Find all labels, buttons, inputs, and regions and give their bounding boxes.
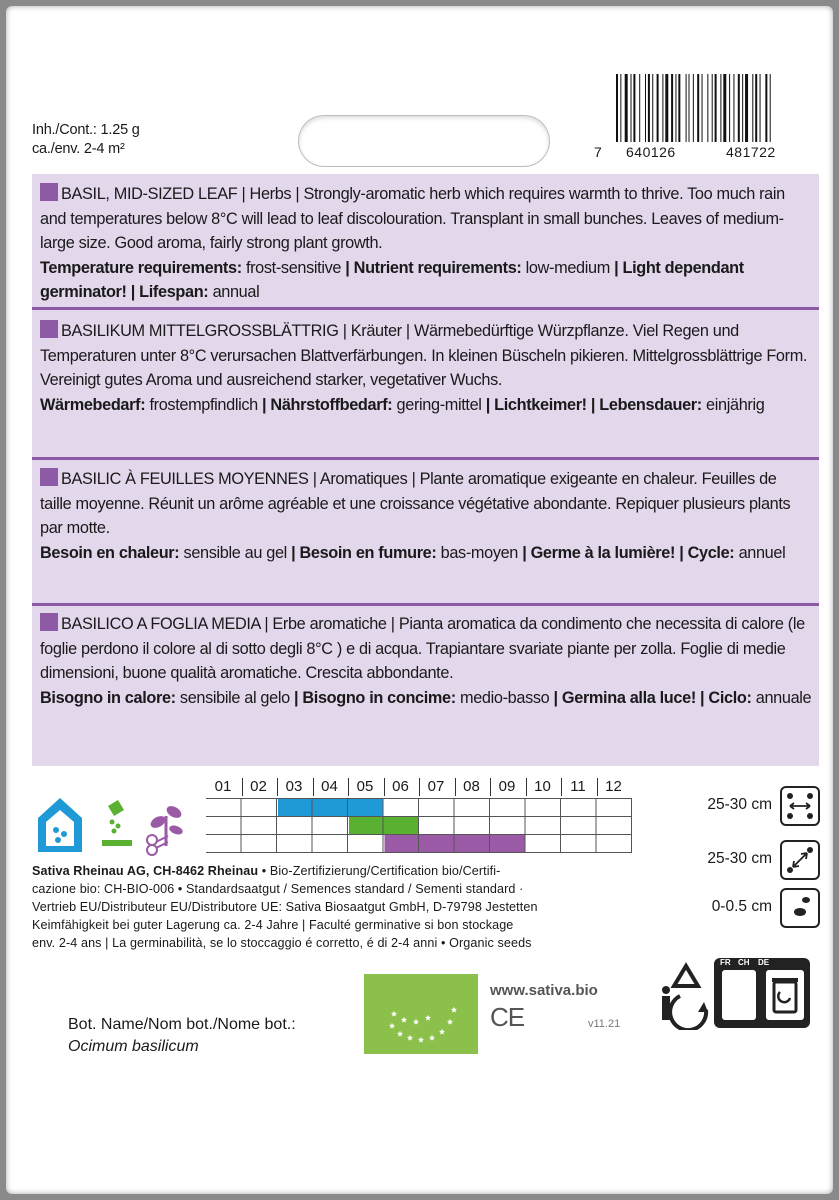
section-body: | Aromatiques | Plante aromatique exigeante en chaleur. Feuilles de taille moyenne. Réunit un arôme agréable et une croissance végétative abondante. Repiquer plusieurs plants par motte. [40,470,791,537]
nutrient-value: gering-mittel [392,395,486,414]
section-german [40,319,812,417]
eu-star [429,1035,435,1041]
section-marker [40,468,58,486]
recycle-label-fr: FR [720,958,731,967]
hang-hole [298,115,550,167]
calendar-bar-harvest [385,835,526,852]
nutrient-value: medio-basso [455,688,554,707]
calendar-month-09: 09 [498,778,516,795]
section-italian [40,612,812,710]
eu-star [397,1031,403,1037]
eu-star [401,1017,407,1023]
eu-star [389,1023,395,1029]
calendar-month-10: 10 [534,778,551,795]
contents-info [32,121,140,159]
recycling-info [658,956,818,1035]
nutrient-label: | Nährstoffbedarf: [262,395,393,414]
temperature-label: Bisogno in calore: [40,688,176,707]
section-divider [32,603,819,606]
calendar-bar-sowing-indoor [278,799,384,816]
section-title: BASIL, MID-SIZED LEAF [61,185,238,203]
barcode-bar [770,74,771,142]
seed-packet-back [6,6,833,1194]
barcode-bar [693,74,694,142]
eu-star [425,1015,431,1021]
section-title: BASILIKUM MITTELGROSSBLÄTTRIG [61,322,339,340]
light-lifespan-label: | Lichtkeimer! | Lebensdauer: [485,395,702,414]
row-spacing-label: 25-30 cm [707,796,772,813]
calendar-month-08: 08 [463,778,480,795]
barcode-bar [633,74,635,142]
section-marker [40,320,58,338]
net-contents: Inh./Cont.: 1.25 g [32,122,140,138]
calendar-month-separator [313,778,314,796]
barcode-bar [697,74,699,142]
calendar-month-separator [242,778,243,796]
barcode-digit-prefix: 7 [594,144,603,160]
calendar-month-05: 05 [356,778,374,795]
barcode-bar [652,74,653,142]
barcode-bar [765,74,767,142]
description-panel [32,174,819,766]
eu-star [447,1019,453,1025]
recycle-person-icon [662,966,708,1030]
barcode-bar [657,74,659,142]
barcode-bar [620,74,621,142]
certification-text-2: cazione bio: CH-BIO-006 • Standardsaatgut / Semences standard / Sementi standard · [32,882,524,896]
germination-text-2: env. 2-4 ans | La germinabilità, se lo stoccaggio é corretto, é di 2-4 anni • Organic seeds [32,936,532,950]
calendar-month-11: 11 [570,778,586,795]
nutrient-label: | Nutrient requirements: [345,258,522,277]
temperature-value: sensibile al gelo [175,688,294,707]
barcode-bar [707,74,708,142]
barcode-bar [645,74,646,142]
eu-organic-logo [364,974,478,1054]
version-number: v11.21 [588,1018,621,1030]
calendar-month-03: 03 [285,778,303,795]
calendar-month-06: 06 [392,778,409,795]
section-title: BASILIC À FEUILLES MOYENNES [61,470,309,488]
envelope-icon [722,970,756,1020]
section-divider [32,307,819,310]
section-divider [32,457,819,460]
calendar-month-separator [277,778,278,796]
barcode-bar [729,74,730,142]
lifespan-value: annuale [751,688,812,707]
recycle-label-ch: CH [738,958,750,967]
barcode-bar [625,74,628,142]
barcode-bar [616,74,618,142]
company-info [32,862,640,952]
lifespan-value: annual [208,283,260,301]
eu-star [407,1035,413,1041]
website[interactable]: www.sativa.bio [490,982,598,999]
barcode-bar [648,74,650,142]
barcode-bar [755,74,757,142]
certification-text: • Bio-Zertifizierung/Certification bio/Certifi- [258,864,501,878]
growing-icons [36,796,196,861]
calendar-month-07: 07 [427,778,445,795]
calendar-month-01: 01 [214,778,232,795]
calendar-month-02: 02 [250,778,267,795]
barcode-bar [720,74,721,142]
coverage-area: ca./env. 2-4 m² [32,141,125,157]
calendar-month-separator [419,778,420,796]
distributor-text: Vertrieb EU/Distributeur EU/Distributore UE: Sativa Biosaatgut GmbH, D-79798 Jestetten [32,900,538,914]
calendar-month-separator [348,778,349,796]
plant-spacing-label: 25-30 cm [707,850,772,867]
nutrient-value: low-medium [521,258,615,277]
calendar-month-separator [490,778,491,796]
barcode-bar [723,74,726,142]
calendar-bar-planting-out [349,817,419,834]
barcode-bar [689,74,690,142]
eu-star [391,1011,397,1017]
section-body: | Erbe aromatiche | Pianta aromatica da condimento che necessita di calore (le foglie perdono il colore al di sotto degli 8°C ) e di acqua. Trapiantare svariate piante per zolla. Foglie di medie dimensioni, buone qualità aromatiche. Crescita abbondante. [40,615,805,682]
nutrient-value: bas-moyen [436,543,523,562]
barcode-bar [631,74,632,142]
barcode-bar [702,74,703,142]
barcode-bar [745,74,748,142]
barcode-digits-right: 481722 [726,144,776,160]
light-lifespan-label: | Germina alla luce! | Ciclo: [553,688,752,707]
calendar-month-separator [526,778,527,796]
section-body: | Herbs | Strongly-aromatic herb which requires warmth to thrive. Too much rain and temperatures below 8°C will lead to leaf discolouration. Transplant in small bunches. Leaves of medium-large size. Good aroma, fairly strong plant growth. [40,185,785,252]
sowing-depth [696,888,826,928]
temperature-label: Besoin en chaleur: [40,543,180,562]
light-lifespan-label: | Light dependant germinator! | Lifespan: [40,258,744,301]
barcode-bar [733,74,734,142]
harvest-icon [147,804,184,855]
calendar-month-separator [597,778,598,796]
barcode-bar [639,74,640,142]
sowing-depth-label: 0-0.5 cm [711,898,772,915]
barcode-bar [662,74,663,142]
botanical-label: Bot. Name/Nom bot./Nome bot.: [68,1016,296,1033]
nutrient-label: | Besoin en fumure: [291,543,437,562]
temperature-value: sensible au gel [179,543,292,562]
eu-star [418,1037,424,1043]
section-marker [40,613,58,631]
planting-out-icon [102,800,132,846]
barcode-bar [760,74,761,142]
barcode-bar [752,74,753,142]
section-body: | Kräuter | Wärmebedürftige Würzpflanze. Viel Regen und Temperaturen unter 8°C verursachen Blattverfärbungen. In kleinen Büscheln pikieren. Mittelgrossblättrige Form. Vereinigt gutes Aroma und ausreichend starker, vegetativer Wuchs. [40,322,808,389]
row-spacing [696,786,826,826]
barcode-bar [686,74,687,142]
temperature-value: frost-sensitive [241,258,346,277]
sowing-depth-icon [780,888,820,928]
greenhouse-sowing-icon [38,798,82,852]
eu-star [451,1007,457,1013]
eu-star [413,1019,419,1025]
barcode-bar [715,74,717,142]
row-spacing-icon [780,786,820,826]
temperature-label: Temperature requirements: [40,258,242,277]
barcode-bars [616,74,814,142]
ce-mark: CE [490,1002,525,1032]
barcode [594,74,816,166]
barcode-bar [738,74,740,142]
calendar-grid [206,798,632,864]
lifespan-value: einjährig [701,395,765,414]
calendar-month-separator [384,778,385,796]
section-french [40,467,812,565]
temperature-label: Wärmebedarf: [40,395,146,414]
section-english [40,182,812,305]
barcode-digits-left: 640126 [626,144,676,160]
barcode-bar [742,74,743,142]
germination-text: Keimfähigkeit bei guter Lagerung ca. 2-4 Jahre | Faculté germinative si bon stockage [32,918,514,932]
barcode-bar [671,74,673,142]
calendar-month-separator [561,778,562,796]
calendar-month-12: 12 [605,778,622,795]
section-marker [40,183,58,201]
section-title: BASILICO A FOGLIA MEDIA [61,615,261,633]
calendar-month-separator [455,778,456,796]
light-lifespan-label: | Germe à la lumière! | Cycle: [522,543,735,562]
botanical-latin-name: Ocimum basilicum [68,1038,199,1055]
nutrient-label: | Bisogno in concime: [293,688,456,707]
barcode-bar [678,74,680,142]
barcode-bar [675,74,676,142]
eu-star [439,1029,445,1035]
plant-spacing-icon [780,840,820,880]
company-name: Sativa Rheinau AG, CH-8462 Rheinau [32,864,259,878]
botanical-name [68,1014,296,1058]
barcode-bar [712,74,713,142]
eu-star-leaf-icon [364,974,478,1054]
temperature-value: frostempfindlich [145,395,263,414]
barcode-bar [665,74,668,142]
calendar-month-04: 04 [321,778,338,795]
lifespan-value: annuel [734,543,786,562]
recycle-label-de: DE [758,958,770,967]
plant-spacing [696,840,826,880]
